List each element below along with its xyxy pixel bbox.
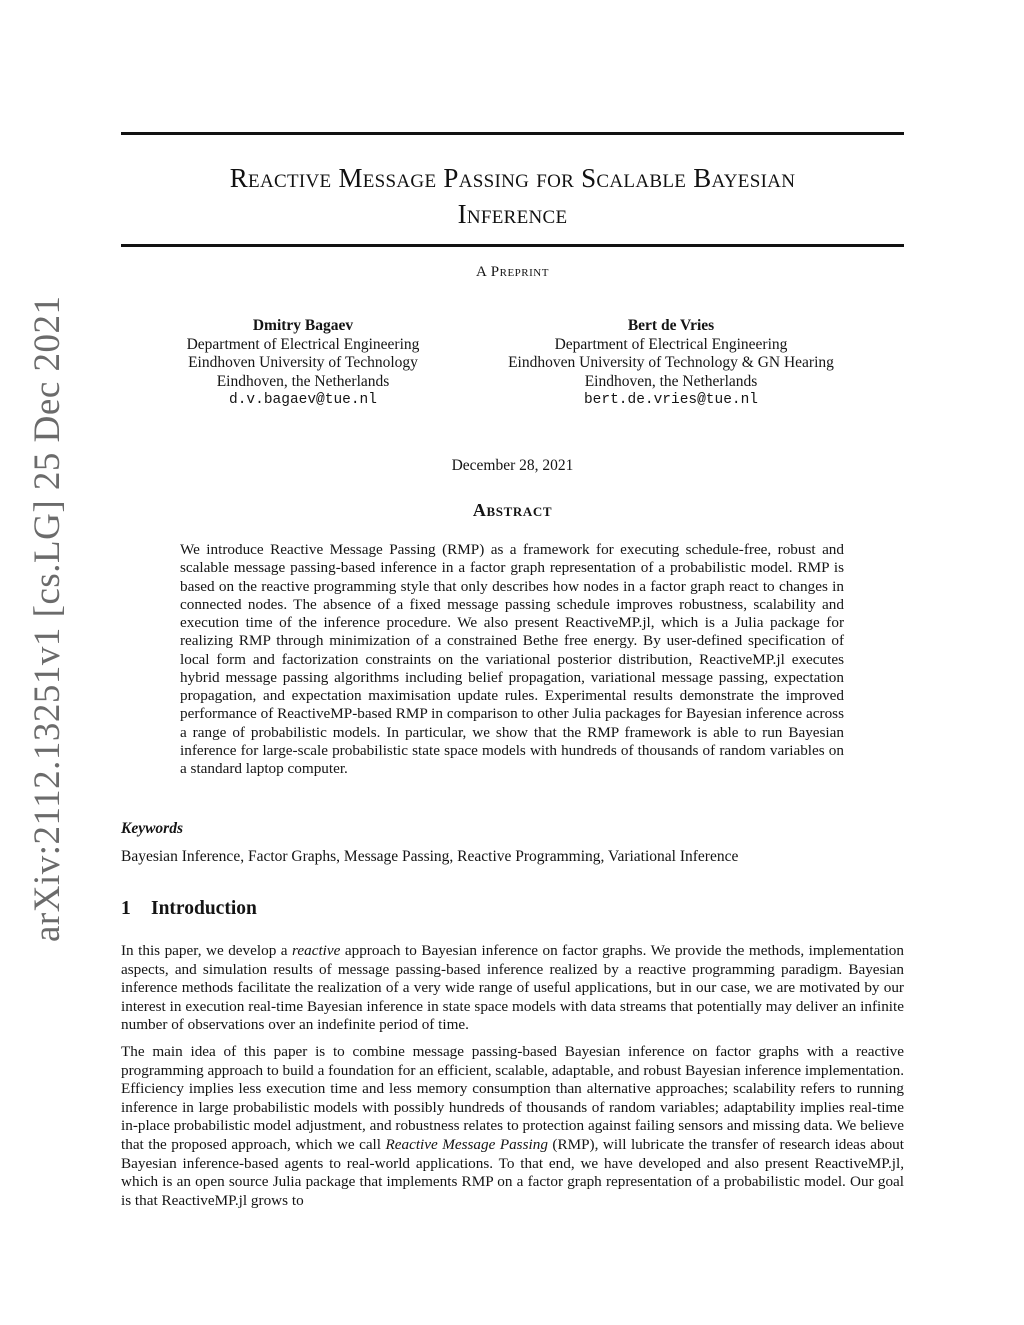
author-email[interactable]: d.v.bagaev@tue.nl <box>229 392 377 408</box>
author-institution: Eindhoven University of Technology <box>188 354 418 371</box>
para1-emphasis: reactive <box>292 942 341 959</box>
author-name: Bert de Vries <box>627 317 715 334</box>
author-email[interactable]: bert.de.vries@tue.nl <box>583 392 759 408</box>
title-line-2: Inference <box>457 199 568 229</box>
section-heading-introduction <box>121 898 257 920</box>
author-department: Department of Electrical Engineering <box>554 335 788 353</box>
para1-text-start: In this paper, we develop a <box>121 942 293 959</box>
author-location: Eindhoven, the Netherlands <box>584 372 758 390</box>
title-rule-top <box>121 132 904 135</box>
intro-paragraph-2 <box>121 1043 904 1210</box>
preprint-label: A Preprint <box>476 264 549 280</box>
author-block-2 <box>490 317 852 410</box>
para2-text-start: The main idea of this paper is to combine message passing-based Bayesian inference on factor graphs with a reactive programming approach to build a foundation for an efficient, scalable, adaptable, and robust Bayesian inference implementation. Efficiency implies less execution time and less memory consumption than alternative approaches; scalability refers to running inference in large probabilistic models with possibly hundreds of thousands of random variables; adaptability implies real-time in-place probabilistic model adjustment, and robustness relates to protection against failing sensors and missing data. We believe that the proposed approach, which we call <box>121 1043 904 1153</box>
author-name: Dmitry Bagaev <box>252 317 354 334</box>
paper-title <box>121 160 904 232</box>
para2-emphasis: Reactive Message Passing <box>385 1135 548 1153</box>
para2-text-end: (RMP), will lubricate the transfer of research ideas about Bayesian inference-based agents to real-world applications. To that end, we have developed and also present ReactiveMP.jl, which is an open source Julia package that implements RMP on a factor graph representation of a probabilistic model. Our goal is that ReactiveMP.jl grows to <box>121 1135 904 1209</box>
author-location: Eindhoven, the Netherlands <box>216 372 390 390</box>
arxiv-identifier[interactable]: arXiv:2112.13251v1 [cs.LG] 25 Dec 2021 <box>27 295 68 942</box>
title-line-1: Reactive Message Passing for Scalable Bayesian <box>229 163 796 193</box>
abstract-text: We introduce Reactive Message Passing (RMP) as a framework for executing schedule-free, robust and scalable message passing-based inference in a factor graph representation of a probabilistic model. RMP is based on the reactive programming style that only describes how nodes in a factor graph react to changes in connected nodes. The absence of a fixed message passing schedule improves robustness, scalability and execution time of the inference procedure. We also present ReactiveMP.jl, which is a Julia package for realizing RMP through minimization of a constrained Bethe free energy. By user-defined specification of local form and factorization constraints on the variational posterior distribution, ReactiveMP.jl executes hybrid message passing algorithms including belief propagation, variational message passing, expectation propagation, and expectation maximisation update rules. Experimental results demonstrate the improved performance of ReactiveMP-based RMP in comparison to other Julia packages for Bayesian inference across a range of probabilistic models. In particular, we show that the RMP framework is able to run Bayesian inference for large-scale probabilistic state space models with hundreds of thousands of random variables on a standard laptop computer. <box>180 541 844 777</box>
publication-date: December 28, 2021 <box>451 457 574 474</box>
author-block-1 <box>153 317 453 410</box>
para1-text-end: approach to Bayesian inference on factor graphs. We provide the methods, implementation aspects, and simulation results of message passing-based inference realized by a reactive programming paradigm. Bayesian inference methods facilitate the realization of a very wide range of useful applications, but in our case, we are motivated by our interest in execution real-time Bayesian inference in state space models with data streams that potentially may deliver an infinite number of observations over an indefinite period of time. <box>121 942 904 1034</box>
abstract-heading: Abstract <box>472 500 553 520</box>
author-department: Department of Electrical Engineering <box>186 335 420 353</box>
intro-paragraph-1 <box>121 942 904 1035</box>
section-number: 1 <box>121 898 131 919</box>
section-title: Introduction <box>151 898 257 919</box>
author-institution: Eindhoven University of Technology & GN Hearing <box>508 354 834 371</box>
keywords-heading: Keywords <box>121 820 183 837</box>
keywords-list: Bayesian Inference, Factor Graphs, Message Passing, Reactive Programming, Variational Inference <box>121 848 739 865</box>
title-rule-bottom <box>121 244 904 247</box>
